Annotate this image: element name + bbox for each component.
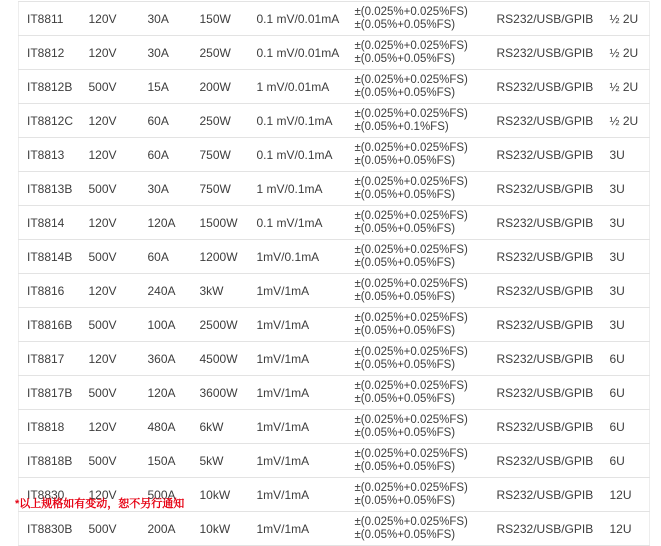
cell-size: 3U [602, 206, 650, 240]
cell-model: IT8812B [19, 70, 81, 104]
accuracy-line: ±(0.05%+0.05%FS) [354, 324, 456, 337]
cell-voltage: 500V [81, 240, 140, 274]
cell-current: 150A [140, 444, 192, 478]
cell-current: 30A [140, 36, 192, 70]
cell-current: 240A [140, 274, 192, 308]
table-row [19, 444, 650, 478]
accuracy-line: ±(0.05%+0.05%FS) [354, 358, 456, 371]
cell-model: IT8830B [19, 512, 81, 546]
accuracy-line: ±(0.025%+0.025%FS) [354, 481, 468, 494]
cell-accuracy [347, 478, 489, 512]
cell-model: IT8814 [19, 206, 81, 240]
cell-model: IT8817 [19, 342, 81, 376]
cell-interface: RS232/USB/GPIB [489, 478, 602, 512]
cell-resolution: 1 mV/0.01mA [249, 70, 347, 104]
cell-voltage: 120V [81, 274, 140, 308]
cell-power: 750W [192, 138, 249, 172]
accuracy-line: ±(0.05%+0.05%FS) [354, 86, 456, 99]
cell-size: 6U [602, 410, 650, 444]
cell-power: 3kW [192, 274, 249, 308]
cell-model: IT8811 [19, 2, 81, 36]
cell-size: ½ 2U [602, 2, 650, 36]
cell-voltage: 500V [81, 444, 140, 478]
cell-accuracy [347, 376, 489, 410]
cell-current: 30A [140, 172, 192, 206]
cell-size: ½ 2U [602, 36, 650, 70]
cell-interface: RS232/USB/GPIB [489, 2, 602, 36]
accuracy-line: ±(0.025%+0.025%FS) [354, 277, 468, 290]
accuracy-line: ±(0.025%+0.025%FS) [354, 107, 468, 120]
cell-current: 100A [140, 308, 192, 342]
cell-size: 6U [602, 376, 650, 410]
cell-model: IT8818 [19, 410, 81, 444]
cell-size: 12U [602, 512, 650, 546]
cell-power: 6kW [192, 410, 249, 444]
table-row [19, 342, 650, 376]
accuracy-line: ±(0.025%+0.025%FS) [354, 141, 468, 154]
cell-accuracy [347, 36, 489, 70]
table-row [19, 512, 650, 546]
cell-model: IT8818B [19, 444, 81, 478]
cell-resolution: 1 mV/0.1mA [249, 172, 347, 206]
cell-resolution: 0.1 mV/1mA [249, 206, 347, 240]
cell-interface: RS232/USB/GPIB [489, 36, 602, 70]
cell-voltage: 120V [81, 206, 140, 240]
cell-accuracy [347, 172, 489, 206]
cell-accuracy [347, 240, 489, 274]
accuracy-line: ±(0.025%+0.025%FS) [354, 379, 468, 392]
accuracy-line: ±(0.025%+0.025%FS) [354, 413, 468, 426]
accuracy-line: ±(0.05%+0.05%FS) [354, 154, 456, 167]
accuracy-line: ±(0.05%+0.1%FS) [354, 120, 449, 133]
cell-accuracy [347, 444, 489, 478]
cell-power: 750W [192, 172, 249, 206]
cell-model: IT8830 [19, 478, 81, 512]
cell-power: 3600W [192, 376, 249, 410]
cell-interface: RS232/USB/GPIB [489, 376, 602, 410]
cell-interface: RS232/USB/GPIB [489, 410, 602, 444]
footnote-disclaimer: *以上规格如有变动，恕不另行通知 [15, 498, 185, 510]
table-row [19, 410, 650, 444]
cell-power: 2500W [192, 308, 249, 342]
cell-current: 120A [140, 206, 192, 240]
cell-model: IT8816B [19, 308, 81, 342]
cell-model: IT8814B [19, 240, 81, 274]
accuracy-line: ±(0.05%+0.05%FS) [354, 290, 456, 303]
table-row [19, 36, 650, 70]
cell-resolution: 0.1 mV/0.01mA [249, 2, 347, 36]
cell-interface: RS232/USB/GPIB [489, 308, 602, 342]
accuracy-line: ±(0.025%+0.025%FS) [354, 5, 468, 18]
cell-size: 3U [602, 308, 650, 342]
accuracy-line: ±(0.05%+0.05%FS) [354, 494, 456, 507]
cell-model: IT8813 [19, 138, 81, 172]
cell-accuracy [347, 308, 489, 342]
cell-current: 360A [140, 342, 192, 376]
cell-current: 200A [140, 512, 192, 546]
cell-resolution: 1mV/0.1mA [249, 240, 347, 274]
cell-current: 15A [140, 70, 192, 104]
cell-resolution: 1mV/1mA [249, 274, 347, 308]
accuracy-line: ±(0.025%+0.025%FS) [354, 311, 468, 324]
table-row [19, 2, 650, 36]
cell-interface: RS232/USB/GPIB [489, 138, 602, 172]
cell-size: 6U [602, 342, 650, 376]
cell-size: 6U [602, 444, 650, 478]
cell-resolution: 0.1 mV/0.1mA [249, 138, 347, 172]
cell-interface: RS232/USB/GPIB [489, 70, 602, 104]
table-row [19, 308, 650, 342]
cell-power: 200W [192, 70, 249, 104]
cell-accuracy [347, 274, 489, 308]
cell-voltage: 120V [81, 2, 140, 36]
accuracy-line: ±(0.05%+0.05%FS) [354, 426, 456, 439]
cell-resolution: 0.1 mV/0.1mA [249, 104, 347, 138]
cell-interface: RS232/USB/GPIB [489, 512, 602, 546]
table-row [19, 240, 650, 274]
table-row [19, 206, 650, 240]
table-row [19, 104, 650, 138]
cell-resolution: 1mV/1mA [249, 512, 347, 546]
cell-voltage: 500V [81, 512, 140, 546]
cell-size: ½ 2U [602, 70, 650, 104]
accuracy-line: ±(0.05%+0.05%FS) [354, 528, 456, 541]
accuracy-line: ±(0.025%+0.025%FS) [354, 345, 468, 358]
cell-voltage: 120V [81, 478, 140, 512]
cell-accuracy [347, 104, 489, 138]
cell-interface: RS232/USB/GPIB [489, 274, 602, 308]
accuracy-line: ±(0.025%+0.025%FS) [354, 73, 468, 86]
cell-model: IT8812C [19, 104, 81, 138]
table-row [19, 138, 650, 172]
cell-accuracy [347, 206, 489, 240]
cell-voltage: 500V [81, 172, 140, 206]
cell-model: IT8816 [19, 274, 81, 308]
cell-size: 3U [602, 138, 650, 172]
cell-accuracy [347, 2, 489, 36]
cell-model: IT8817B [19, 376, 81, 410]
cell-interface: RS232/USB/GPIB [489, 342, 602, 376]
accuracy-line: ±(0.05%+0.05%FS) [354, 256, 456, 269]
cell-interface: RS232/USB/GPIB [489, 206, 602, 240]
cell-power: 1200W [192, 240, 249, 274]
cell-voltage: 500V [81, 376, 140, 410]
cell-voltage: 120V [81, 36, 140, 70]
cell-interface: RS232/USB/GPIB [489, 444, 602, 478]
cell-interface: RS232/USB/GPIB [489, 104, 602, 138]
cell-interface: RS232/USB/GPIB [489, 172, 602, 206]
cell-resolution: 1mV/1mA [249, 410, 347, 444]
spec-table-body [19, 2, 650, 546]
table-row [19, 70, 650, 104]
cell-current: 500A [140, 478, 192, 512]
cell-voltage: 120V [81, 138, 140, 172]
cell-resolution: 1mV/1mA [249, 342, 347, 376]
cell-accuracy [347, 70, 489, 104]
cell-size: 3U [602, 240, 650, 274]
table-row [19, 172, 650, 206]
accuracy-line: ±(0.05%+0.05%FS) [354, 222, 456, 235]
accuracy-line: ±(0.025%+0.025%FS) [354, 243, 468, 256]
cell-accuracy [347, 512, 489, 546]
cell-power: 150W [192, 2, 249, 36]
cell-resolution: 1mV/1mA [249, 478, 347, 512]
cell-current: 60A [140, 240, 192, 274]
accuracy-line: ±(0.025%+0.025%FS) [354, 447, 468, 460]
cell-voltage: 500V [81, 308, 140, 342]
spec-table [18, 1, 650, 546]
cell-power: 1500W [192, 206, 249, 240]
accuracy-line: ±(0.025%+0.025%FS) [354, 209, 468, 222]
cell-voltage: 500V [81, 70, 140, 104]
cell-accuracy [347, 342, 489, 376]
accuracy-line: ±(0.025%+0.025%FS) [354, 39, 468, 52]
cell-size: 12U [602, 478, 650, 512]
accuracy-line: ±(0.025%+0.025%FS) [354, 175, 468, 188]
accuracy-line: ±(0.05%+0.05%FS) [354, 52, 456, 65]
cell-size: ½ 2U [602, 104, 650, 138]
cell-current: 60A [140, 138, 192, 172]
cell-current: 480A [140, 410, 192, 444]
cell-voltage: 120V [81, 342, 140, 376]
cell-size: 3U [602, 274, 650, 308]
cell-power: 10kW [192, 512, 249, 546]
accuracy-line: ±(0.05%+0.05%FS) [354, 188, 456, 201]
cell-interface: RS232/USB/GPIB [489, 240, 602, 274]
accuracy-line: ±(0.05%+0.05%FS) [354, 460, 456, 473]
cell-model: IT8813B [19, 172, 81, 206]
cell-resolution: 1mV/1mA [249, 308, 347, 342]
accuracy-line: ±(0.05%+0.05%FS) [354, 392, 456, 405]
cell-voltage: 120V [81, 410, 140, 444]
cell-resolution: 1mV/1mA [249, 444, 347, 478]
cell-current: 60A [140, 104, 192, 138]
accuracy-line: ±(0.025%+0.025%FS) [354, 515, 468, 528]
cell-accuracy [347, 138, 489, 172]
cell-power: 250W [192, 36, 249, 70]
cell-power: 10kW [192, 478, 249, 512]
table-row [19, 274, 650, 308]
cell-power: 5kW [192, 444, 249, 478]
cell-current: 120A [140, 376, 192, 410]
cell-size: 3U [602, 172, 650, 206]
table-row [19, 376, 650, 410]
cell-resolution: 0.1 mV/0.01mA [249, 36, 347, 70]
cell-resolution: 1mV/1mA [249, 376, 347, 410]
cell-current: 30A [140, 2, 192, 36]
accuracy-line: ±(0.05%+0.05%FS) [354, 18, 456, 31]
cell-voltage: 120V [81, 104, 140, 138]
cell-accuracy [347, 410, 489, 444]
cell-model: IT8812 [19, 36, 81, 70]
cell-power: 4500W [192, 342, 249, 376]
cell-power: 250W [192, 104, 249, 138]
